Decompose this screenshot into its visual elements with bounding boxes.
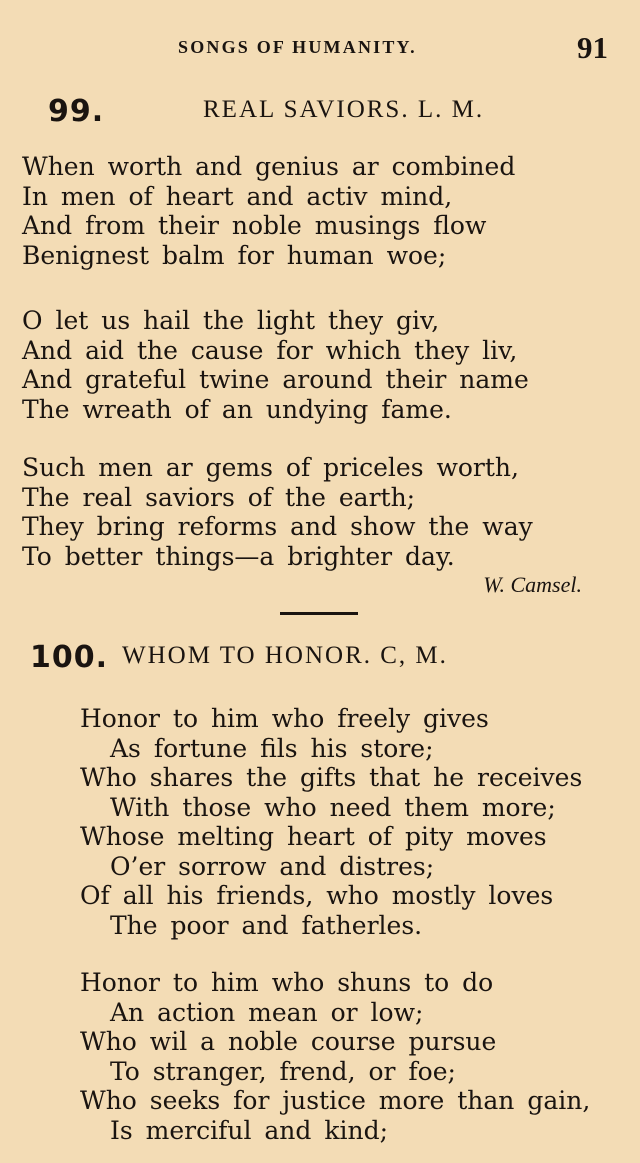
- verse-line: O let us hail the light they giv,: [22, 306, 440, 335]
- verse-line: When worth and genius ar combined: [22, 152, 516, 181]
- hymn-number: 100.: [30, 640, 109, 675]
- section-divider: [280, 612, 358, 615]
- verse-line: To stranger, frend, or foe;: [110, 1056, 456, 1086]
- hymn-header: [0, 638, 640, 678]
- verse-line: Who shares the gifts that he receives: [80, 763, 583, 792]
- verse-line: They bring reforms and show the way: [22, 512, 533, 541]
- running-title: SONGS OF HUMANITY.: [178, 37, 417, 57]
- verse-line: The poor and fatherles.: [110, 910, 423, 940]
- verse-line: In men of heart and activ mind,: [22, 181, 453, 211]
- verse-line: Whose melting heart of pity moves: [80, 822, 547, 851]
- verse-line: O’er sorrow and distres;: [110, 851, 435, 881]
- verse-line: Honor to him who shuns to do: [80, 968, 494, 997]
- running-head: [0, 30, 640, 64]
- stanza: [80, 968, 590, 1145]
- verse-line: Who seeks for justice more than gain,: [80, 1086, 591, 1115]
- verse-line: Of all his friends, who mostly loves: [80, 881, 554, 910]
- stanza: [22, 453, 533, 571]
- verse-line: And grateful twine around their name: [22, 365, 529, 394]
- verse-line: The wreath of an undying fame.: [22, 394, 452, 424]
- author-attribution: W. Camsel.: [483, 572, 582, 597]
- verse-line: Such men ar gems of priceles worth,: [22, 453, 519, 482]
- page-number: 91: [577, 30, 608, 65]
- verse-line: Honor to him who freely gives: [80, 704, 489, 733]
- verse-line: With those who need them more;: [110, 792, 556, 822]
- verse-line: Who wil a noble course pursue: [80, 1027, 497, 1056]
- hymn-title: REAL SAVIORS. L. M.: [203, 96, 485, 123]
- verse-line: Benignest balm for human woe;: [22, 240, 447, 270]
- hymn-header: [0, 92, 640, 132]
- verse-line: Is merciful and kind;: [110, 1115, 389, 1145]
- verse-line: And from their noble musings flow: [22, 211, 487, 240]
- verse-line: The real saviors of the earth;: [22, 482, 416, 512]
- hymn-number: 99.: [48, 94, 105, 129]
- stanza: [22, 306, 529, 424]
- verse-line: And aid the cause for which they liv,: [22, 335, 518, 365]
- stanza: [80, 704, 582, 940]
- verse-line: An action mean or low;: [110, 997, 424, 1027]
- verse-line: As fortune fils his store;: [110, 733, 434, 763]
- verse-line: To better things—a brighter day.: [22, 541, 455, 571]
- hymn-title: WHOM TO HONOR. C, M.: [122, 642, 448, 669]
- stanza: [22, 152, 515, 270]
